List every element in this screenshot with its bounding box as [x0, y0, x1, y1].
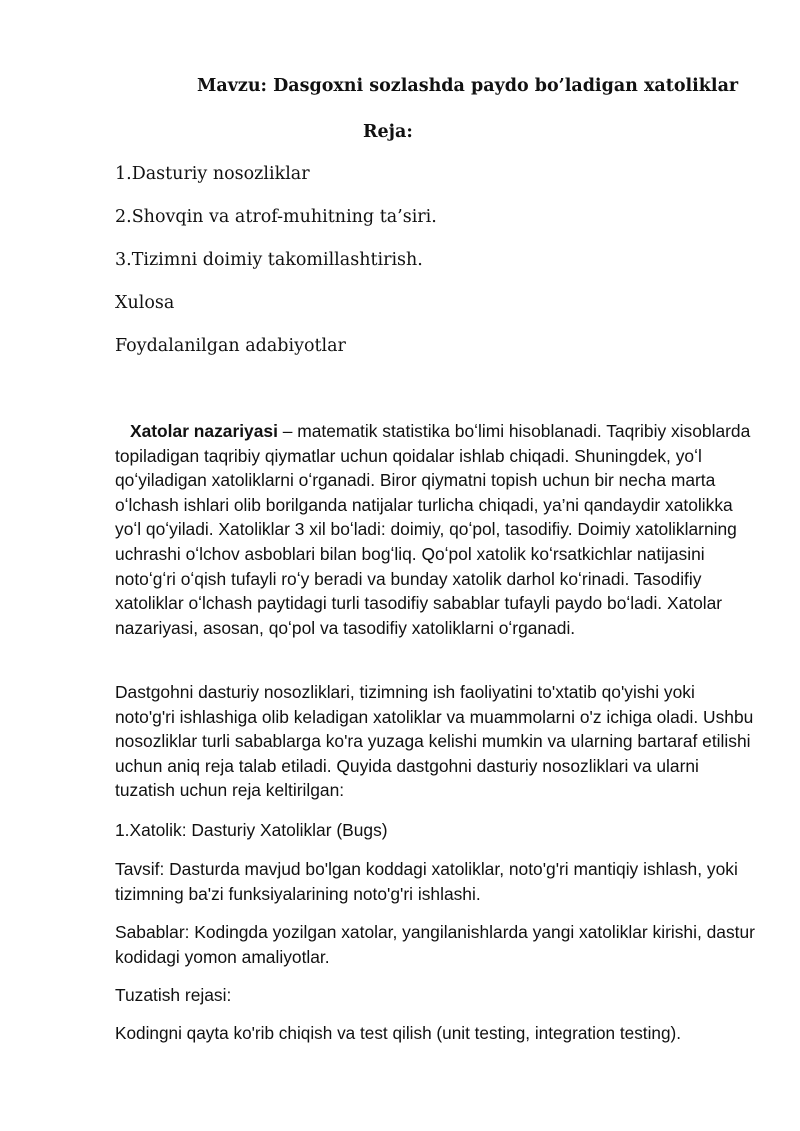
- paragraph: 1.Xatolik: Dasturiy Xatoliklar (Bugs): [115, 820, 388, 840]
- intro-term: Xatolar nazariyasi: [130, 421, 278, 441]
- document-title: Mavzu: Dasgoxni sozlashda paydo bo’ladigan xatoliklar: [197, 76, 739, 96]
- paragraph: Dastgohni dasturiy nosozliklari, tizimning ish faoliyatini to'xtatib qo'yishi yoki noto'g'ri ishlashiga olib keladigan xatoliklar va muammolarni o'z ichiga oladi. Ushbu nosozliklar turli sabablarga ko'ra yuzaga kelishi mumkin va ularning bartaraf etilishi uchun aniq reja talab etiladi. Quyida dastgohni dasturiy nosozliklari va ularni tuzatish uchun reja keltirilgan:: [115, 682, 754, 801]
- paragraph: Kodingni qayta ko'rib chiqish va test qilish (unit testing, integration testing).: [115, 1023, 682, 1043]
- plan-item: Foydalanilgan adabiyotlar: [115, 336, 346, 356]
- intro-text: – matematik statistika boʻlimi hisoblanadi. Taqribiy xisoblarda topiladigan taqribiy qiymatlar uchun qoidalar ishlab chiqadi. Shuningdek, yoʻl qoʻyiladigan xatoliklarni oʻrganadi. Biror qiymatni topish uchun bir necha marta oʻlchash ishlari olib borilganda natijalar turlicha chiqadi, ya’ni qandaydir xatolikka yoʻl qoʻyiladi. Xatoliklar 3 xil boʻladi: doimiy, qoʻpol, tasodifiy. Doimiy xatoliklarning uchrashi oʻlchov asboblari bilan bogʻliq. Qoʻpol xatolik koʻrsatkichlar natijasini notoʻgʻri oʻqish tufayli roʻy beradi va bunday xatolik darhol koʻrinadi. Tasodifiy xatoliklar oʻlchash paytidagi turli tasodifiy sabablar tufayli paydo boʻladi. Xatolar nazariyasi, asosan, qoʻpol va tasodifiy xatoliklarni oʻrganadi.: [115, 421, 751, 638]
- paragraph: Tuzatish rejasi:: [115, 985, 232, 1005]
- intro-paragraph: [115, 419, 755, 640]
- plan-item: 1.Dasturiy nosozliklar: [115, 164, 310, 184]
- paragraph: Tavsif: Dasturda mavjud bo'lgan koddagi xatoliklar, noto'g'ri mantiqiy ishlash, yoki tizimning ba'zi funksiyalarining noto'g'ri ishlashi.: [115, 859, 738, 904]
- plan-item: Xulosa: [115, 293, 175, 313]
- plan-item: 3.Tizimni doimiy takomillashtirish.: [115, 250, 423, 270]
- plan-item: 2.Shovqin va atrof-muhitning ta’siri.: [115, 207, 437, 227]
- paragraph: Sabablar: Kodingda yozilgan xatolar, yangilanishlarda yangi xatoliklar kirishi, dastur kodidagi yomon amaliyotlar.: [115, 922, 755, 967]
- plan-heading: Reja:: [363, 122, 413, 142]
